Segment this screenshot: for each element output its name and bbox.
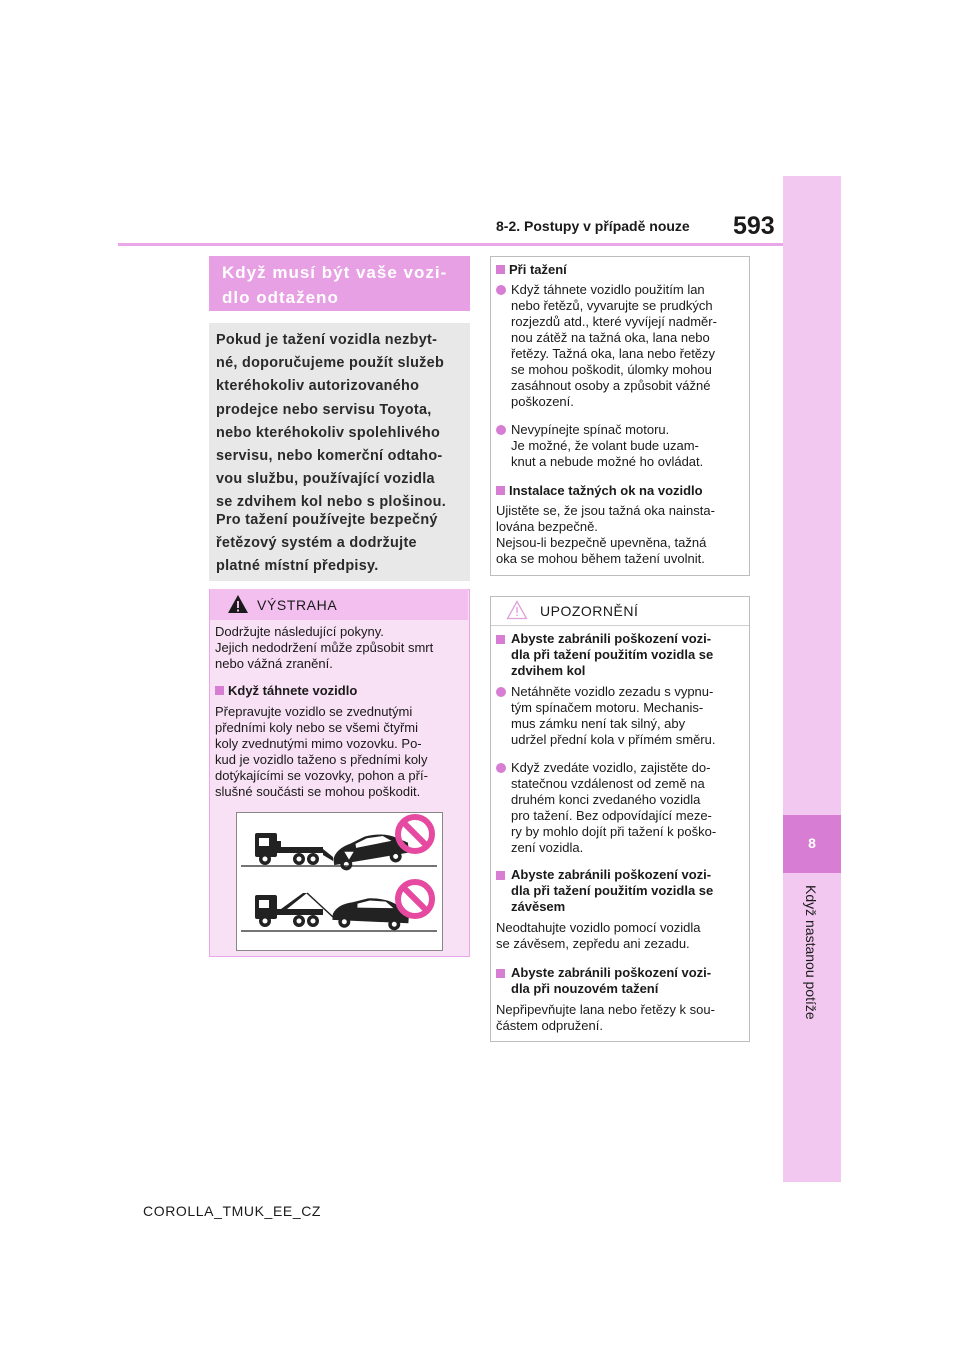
chapter-number: 8 [808, 835, 816, 851]
header-rule [118, 243, 783, 246]
intro-paragraph-1: Pokud je tažení vozidla nezbyt- né, doporučujeme použít služeb kteréhokoliv autorizovaného prodejce nebo servisu Toyota, nebo kteréhokoliv spolehlivého servisu, nebo komerční odtaho- vou službu, používající vozidla se zdvihem kol nebo s plošinou. [216, 332, 446, 511]
prohibited-icon [398, 817, 432, 851]
section-heading: Když musí být vaše vozi- dlo odtaženo [222, 263, 448, 307]
prohibited-icon [398, 882, 432, 916]
square-bullet-icon [496, 265, 505, 274]
panel-a-paragraph-2: Ujistěte se, že jsou tažná oka nainsta- lována bezpečně. Nejsou-li bezpečně upevněna, tažná oka se mohou během tažení uvolnit. [496, 503, 715, 566]
panel-a-heading-1: Při tažení [496, 262, 567, 278]
round-bullet-icon [496, 687, 506, 697]
panel-a-heading-2: Instalace tažných ok na vozidlo [496, 483, 703, 499]
tow-truck-icon [255, 893, 333, 927]
panel-a-bullet-2: Nevypínejte spínač motoru. Je možné, že volant bude uzam- knut a nebude možné ho ovládat. [496, 422, 751, 470]
caution-divider [491, 625, 749, 626]
round-bullet-icon [496, 285, 506, 295]
chapter-title: Když nastanou potíže [803, 885, 819, 1020]
towing-illustration [236, 812, 443, 951]
caution-heading-1: Abyste zabránili poškození vozi- dla při tažení použitím vozidla se zdvihem kol [496, 631, 751, 679]
caution-paragraph-3: Nepřipevňujte lana nebo řetězy k sou- částem odpružení. [496, 1002, 715, 1033]
round-bullet-icon [496, 763, 506, 773]
square-bullet-icon [496, 486, 505, 495]
towing-prohibited-diagram [237, 813, 442, 950]
document-code: COROLLA_TMUK_EE_CZ [143, 1203, 322, 1219]
panel-a-bullet-1: Když táhnete vozidlo použitím lan nebo řetězů, vyvarujte se prudkých rozjezdů atd., které vyvíjejí nadměr- nou zátěž na tažná oka, lana nebo řetězy. Tažná oka, lana nebo řetězy se mohou poškodit, úlomky mohou zasáhnout osoby a způsobit vážné poškození. [496, 282, 751, 410]
square-bullet-icon [496, 969, 505, 978]
tow-truck-icon [255, 833, 333, 865]
warning-subheading: Když táhnete vozidlo [215, 683, 357, 699]
page-number: 593 [733, 212, 775, 240]
round-bullet-icon [496, 425, 506, 435]
caution-bullet-2: Když zvedáte vozidlo, zajistěte do- statečnou vzdálenost od země na druhém konci zvedaného vozidla pro tažení. Bez odpovídající meze- ry by mohlo dojít při tažení k poško- zení vozidla. [496, 760, 751, 856]
warning-intro: Dodržujte následující pokyny. Jejich nedodržení může způsobit smrt nebo vážná zranění. [215, 624, 434, 671]
square-bullet-icon [215, 686, 224, 695]
square-bullet-icon [496, 871, 505, 880]
section-title: 8-2. Postupy v případě nouze [496, 218, 690, 234]
caution-paragraph-2: Neodtahujte vozidlo pomocí vozidla se závěsem, zepředu ani zezadu. [496, 920, 701, 951]
square-bullet-icon [496, 635, 505, 644]
caution-triangle-icon [506, 600, 528, 620]
warning-triangle-icon [227, 594, 249, 614]
caution-heading-2: Abyste zabránili poškození vozi- dla při tažení použitím vozidla se závěsem [496, 867, 751, 915]
caution-title: UPOZORNĚNÍ [540, 603, 639, 619]
warning-title: VÝSTRAHA [257, 597, 338, 613]
intro-paragraph-2: Pro tažení používejte bezpečný řetězový systém a dodržujte platné místní předpisy. [216, 512, 438, 575]
caution-bullet-1: Netáhněte vozidlo zezadu s vypnu- tým spínačem motoru. Mechanis- mus zámku není tak silný, aby udržel přední kola v přímém směru. [496, 684, 751, 748]
warning-body: Přepravujte vozidlo se zvednutými předními koly nebo se všemi čtyřmi koly zvednutými mimo vozovku. Po- kud je vozidlo taženo s předními koly dotýkajícími se vozovky, pohon a pří- slušné součásti se mohou poškodit. [215, 704, 428, 799]
caution-heading-3: Abyste zabránili poškození vozi- dla při nouzovém tažení [496, 965, 751, 997]
